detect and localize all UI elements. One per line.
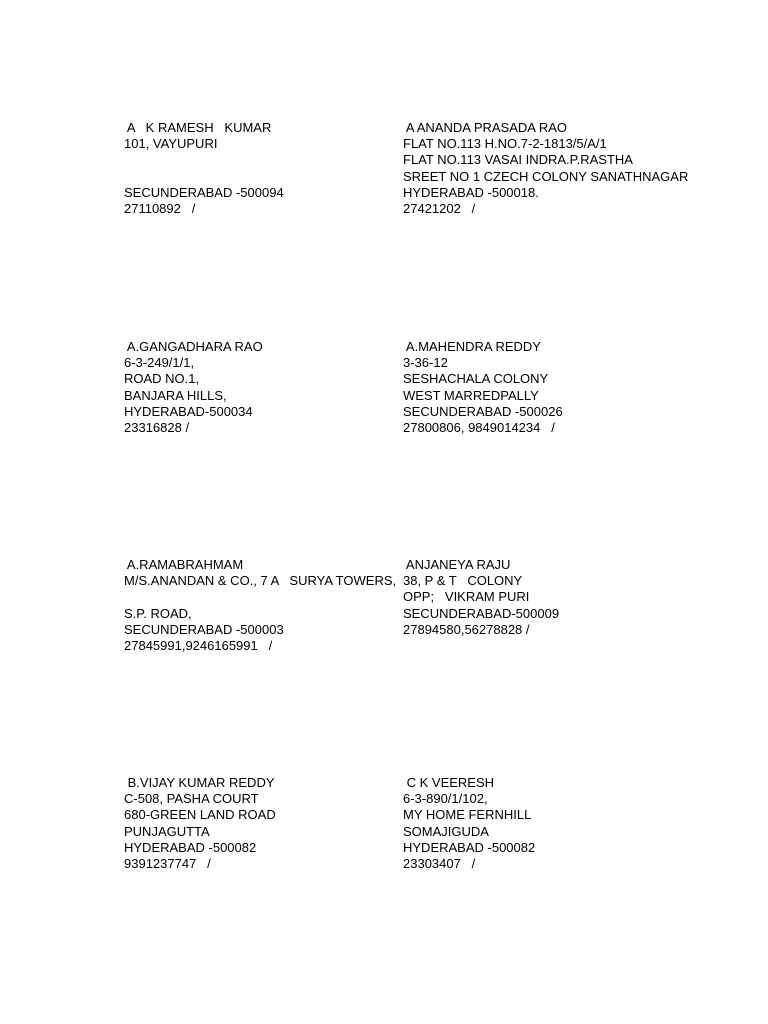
address-line: M/S.ANANDAN & CO., 7 A SURYA TOWERS, — [124, 573, 397, 589]
phone-number: 27845991,9246165991 / — [124, 637, 273, 653]
address-line: 3-36-12 — [403, 355, 448, 371]
phone-number: 27421202 / — [403, 200, 476, 216]
address-line: SREET NO 1 CZECH COLONY SANATHNAGAR — [403, 168, 689, 184]
address-label — [403, 339, 563, 436]
address-line: S.P. ROAD, — [124, 605, 192, 621]
phone-number: 27800806, 9849014234 / — [403, 419, 555, 435]
address-line: C-508, PASHA COURT — [124, 791, 259, 807]
address-line: 6-3-249/1/1, — [124, 355, 195, 371]
address-line: 680-GREEN LAND ROAD — [124, 807, 276, 823]
address-line — [124, 152, 284, 168]
address-line — [124, 169, 284, 185]
phone-number: 27894580,56278828 / — [403, 621, 530, 637]
city-pincode: HYDERABAD-500034 — [124, 403, 253, 419]
addressee-name: A ANANDA PRASADA RAO — [403, 120, 568, 135]
address-line: BANJARA HILLS, — [124, 387, 227, 403]
address-label — [124, 120, 284, 217]
address-line: ROAD NO.1, — [124, 371, 200, 387]
address-line: MY HOME FERNHILL — [403, 807, 532, 823]
city-pincode: SECUNDERABAD -500003 — [124, 621, 284, 637]
addressee-name: A K RAMESH KUMAR — [124, 120, 272, 135]
address-line: 38, P & T COLONY — [403, 573, 523, 589]
city-pincode: SECUNDERABAD-500009 — [403, 605, 560, 621]
address-line: OPP; VIKRAM PURI — [403, 589, 530, 605]
address-line: SOMAJIGUDA — [403, 823, 489, 839]
phone-number: 9391237747 / — [124, 855, 211, 871]
address-line: WEST MARREDPALLY — [403, 387, 539, 403]
addressee-name: C K VEERESH — [403, 775, 495, 790]
phone-number: 23303407 / — [403, 855, 476, 871]
city-pincode: HYDERABAD -500082 — [124, 839, 257, 855]
addressee-name: A.GANGADHARA RAO — [124, 339, 263, 354]
address-label — [403, 557, 559, 654]
addressee-name: A.RAMABRAHMAM — [124, 557, 244, 572]
city-pincode: HYDERABAD -500018. — [403, 184, 539, 200]
address-line: FLAT NO.113 VASAI INDRA.P.RASTHA — [403, 152, 633, 168]
address-line: PUNJAGUTTA — [124, 823, 210, 839]
address-line — [124, 589, 396, 605]
address-label — [403, 120, 688, 217]
addressee-name: A.MAHENDRA REDDY — [403, 339, 541, 354]
city-pincode: HYDERABAD -500082 — [403, 839, 536, 855]
address-line: 6-3-890/1/102, — [403, 791, 488, 807]
address-label — [124, 339, 263, 436]
address-label — [124, 775, 276, 872]
address-label — [124, 557, 396, 654]
address-line: SESHACHALA COLONY — [403, 371, 549, 387]
address-line: FLAT NO.113 H.NO.7-2-1813/5/A/1 — [403, 136, 607, 152]
address-line: 101, VAYUPURI — [124, 136, 218, 152]
addressee-name: B.VIJAY KUMAR REDDY — [124, 775, 275, 790]
city-pincode: SECUNDERABAD -500026 — [403, 403, 563, 419]
phone-number: 27110892 / — [124, 200, 196, 216]
address-line — [403, 638, 559, 654]
address-label — [403, 775, 535, 872]
phone-number: 23316828 / — [124, 419, 190, 435]
addressee-name: ANJANEYA RAJU — [403, 557, 511, 572]
city-pincode: SECUNDERABAD -500094 — [124, 184, 284, 200]
